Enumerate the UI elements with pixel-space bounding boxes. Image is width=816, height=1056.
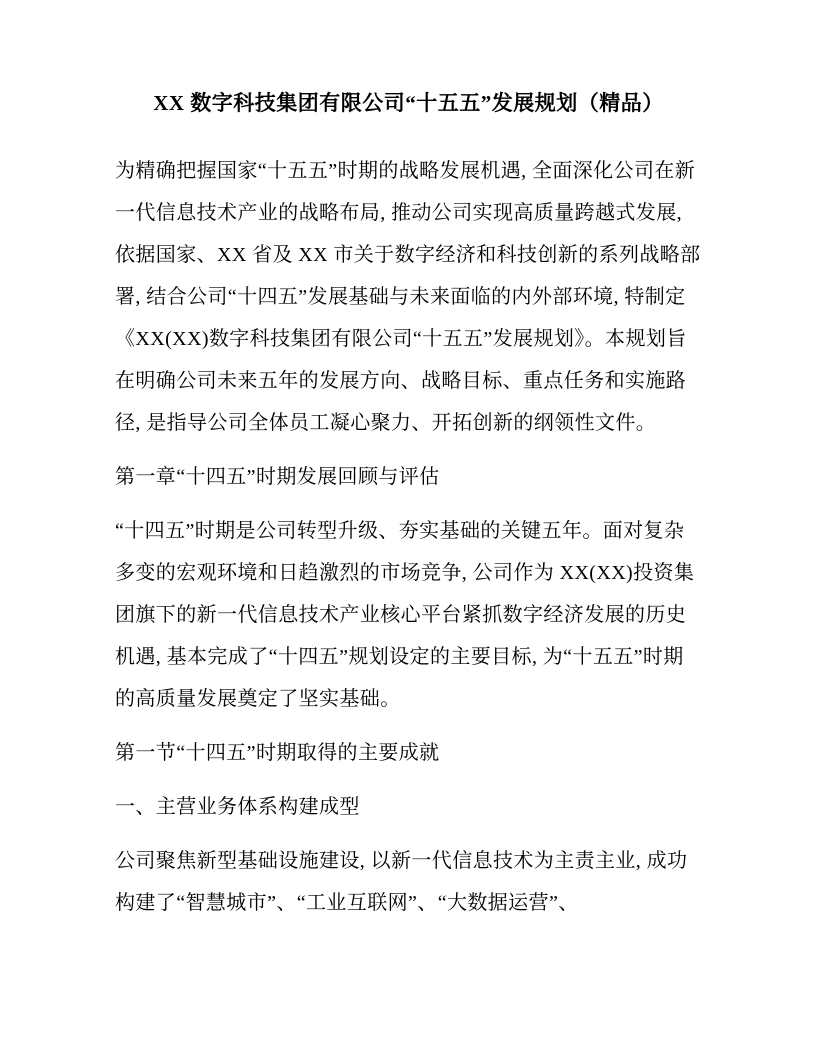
document-heading: 第一节“十四五”时期取得的主要成就	[115, 742, 440, 764]
document-heading: 一、主营业务体系构建成型	[115, 796, 360, 818]
document-heading: 第一章“十四五”时期发展回顾与评估	[115, 466, 440, 488]
document-paragraph: “十四五”时期是公司转型升级、夯实基础的关键五年。面对复杂多变的宏观环境和日趋激烈的市场竞争, 公司作为 XX(XX)投资集团旗下的新一代信息技术产业核心平台紧抓数字经济发展的历史机遇, 基本完成了“十四五”规划设定的主要目标, 为“十五五”时期的高质量发展奠定了坚实基础。	[115, 520, 695, 710]
document-title: XX 数字科技集团有限公司“十五五”发展规划（精品）	[153, 91, 664, 115]
document-body	[115, 150, 702, 924]
document-paragraph: 公司聚焦新型基础设施建设, 以新一代信息技术为主责主业, 成功构建了“智慧城市”、“工业互联网”、“大数据运营”、	[115, 850, 688, 914]
document-paragraph: 为精确把握国家“十五五”时期的战略发展机遇, 全面深化公司在新一代信息技术产业的战略布局, 推动公司实现高质量跨越式发展, 依据国家、XX 省及 XX 市关于数字经济和科技创新的系列战略部署, 结合公司“十四五”发展基础与未来面临的内外部环境, 特制定《XX(XX)数字科技集团有限公司“十五五”发展规划》。本规划旨在明确公司未来五年的发展方向、战略目标、重点任务和实施路径, 是指导公司全体员工凝心聚力、开拓创新的纲领性文件。	[115, 160, 701, 434]
